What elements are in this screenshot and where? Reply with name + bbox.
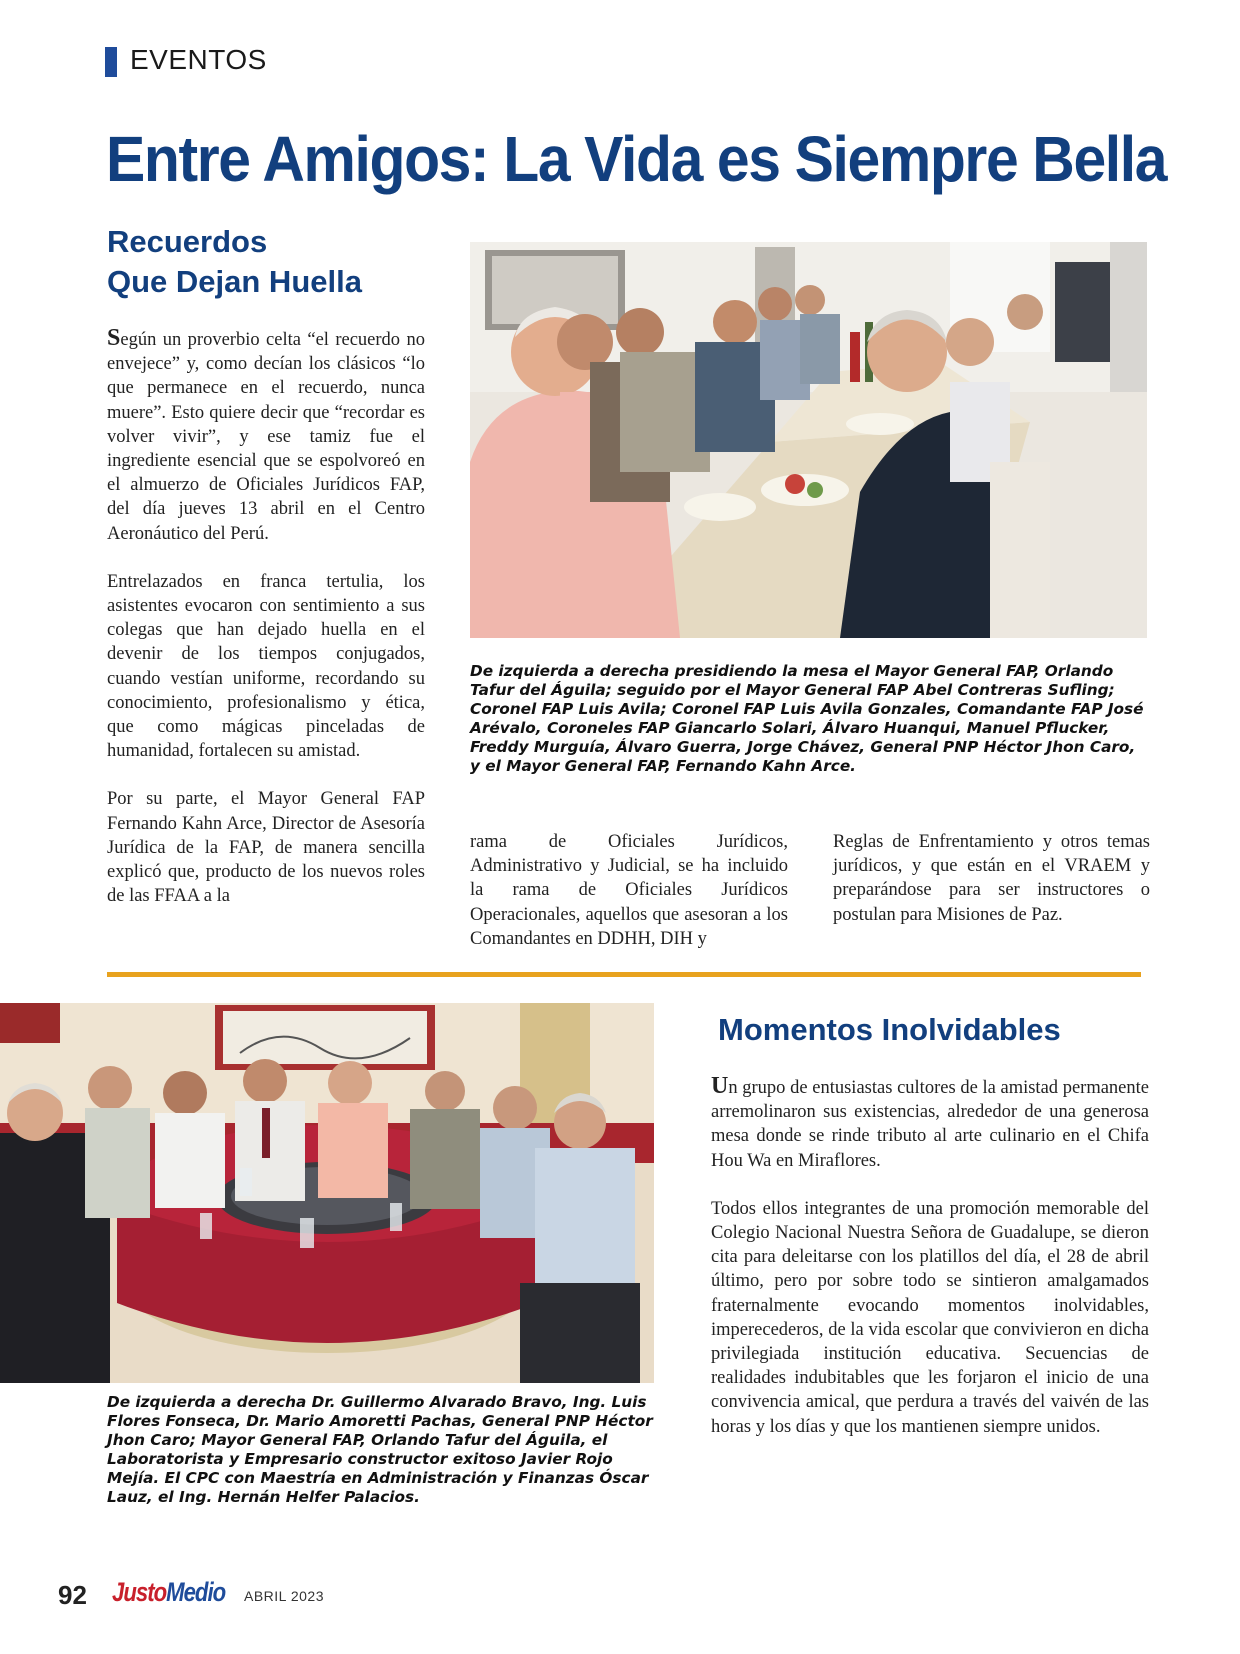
article1-paragraph5: Reglas de Enfrentamiento y otros temas jurídicos, y que están en el VRAEM y preparándose para ser instructores o postulan para Misiones de Paz.: [833, 832, 1150, 925]
article2-dropcap: U: [711, 1073, 729, 1099]
article2-paragraph1-text: n grupo de entusiastas cultores de la amistad permanente arremolinaron sus existencias, alrededor de una generosa mesa donde se rinde tributo al arte culinario en el Chifa Hou Wa en Miraflores.: [711, 1078, 1149, 1171]
article1-paragraph2: Entrelazados en franca tertulia, los asistentes evocaron con sentimiento a sus colegas que han dejado huella en el devenir de los tiempos conjugados, cuando vestían uniforme, recordando su conocimiento, profesionalismo y ética, que como mágicas pinceladas de humanidad, fortalecen su amistad.: [107, 571, 425, 762]
section-divider: [107, 972, 1141, 977]
photo2-caption: De izquierda a derecha Dr. Guillermo Alvarado Bravo, Ing. Luis Flores Fonseca, Dr. Mario Amoretti Pachas, General PNP Héctor Jhon Caro; Mayor General FAP, Orlando Tafur del Águila, el Laboratorista y Empresario constructor exitoso Javier Rojo Mejía. El CPC con Maestría en Administración y Finanzas Óscar Lauz, el Ing. Hernán Helfer Palacios.: [107, 1393, 653, 1506]
article1-subhead: [107, 222, 437, 301]
article1-paragraph1-text: egún un proverbio celta “el recuerdo no envejece” y, como decían los clásicos “lo que permanece en el recuerdo, nunca muere”. Esto quiere decir que “recordar es volver vivir”, y ese tamiz fue el ingrediente esencial que se espolvoreó en el almuerzo de Oficiales Jurídicos FAP, del día jueves 13 abril en el Centro Aeronáutico del Perú.: [107, 330, 425, 544]
article1-dropcap: S: [107, 325, 121, 351]
photo1-caption: De izquierda a derecha presidiendo la mesa el Mayor General FAP, Orlando Tafur del Águila; seguido por el Mayor General FAP Abel Contreras Sufling; Coronel FAP Luis Avila; Coronel FAP Luis Avila Gonzales, Comandante FAP José Arévalo, Coroneles FAP Giancarlo Solari, Álvaro Huanqui, Manuel Pflucker, Freddy Murguía, Álvaro Guerra, Jorge Chávez, General PNP Héctor Jhon Caro, y el Mayor General FAP, Fernando Kahn Arce.: [470, 662, 1144, 775]
photo-banquet-table: [470, 242, 1147, 638]
photo-round-table-illustration: [0, 1003, 654, 1383]
article1-paragraph3: Por su parte, el Mayor General FAP Fernando Kahn Arce, Director de Asesoría Jurídica de la FAP, de manera sencilla explicó que, producto de los nuevos roles de las FFAA a la: [107, 789, 425, 907]
article1-paragraph1: [107, 326, 425, 546]
article1-subhead-line2: Que Dejan Huella: [107, 263, 362, 299]
photo-banquet-illustration: [470, 242, 1147, 638]
logo-part2: Medio: [166, 1577, 226, 1607]
article1-column1: [107, 326, 425, 932]
article2-paragraph1: [711, 1074, 1149, 1173]
article2-paragraph2: Todos ellos integrantes de una promoción memorable del Colegio Nacional Nuestra Señora de Guadalupe, se dieron cita para deleitarse con los platillos del día, el 28 de abril último, pero por sobre todo se sintieron amalgamados fraternalmente evocando momentos inolvidables, imperecederos, de la vida escolar que convivieron en dicha privilegiada institución educativa. Secuencias de realidades indubitables que les forjaron el inicio de una convivencia amical, que perdura a través del vaivén de las horas y los días y que los mantienen siempre unidos.: [711, 1198, 1149, 1437]
magazine-logo: [112, 1577, 225, 1608]
page-title: Entre Amigos: La Vida es Siempre Bella: [106, 123, 1167, 195]
issue-date: ABRIL 2023: [244, 1588, 324, 1604]
article2-subhead: Momentos Inolvidables: [718, 1012, 1061, 1047]
article2-column: [711, 1074, 1149, 1463]
logo-part1: Justo: [112, 1577, 167, 1607]
photo-round-table: [0, 1003, 654, 1383]
page-number: 92: [58, 1580, 87, 1610]
section-label: EVENTOS: [130, 44, 267, 75]
article1-paragraph4: rama de Oficiales Jurídicos, Administrativo y Judicial, se ha incluido la rama de Oficiales Jurídicos Operacionales, aquellos que asesoran a los Comandantes en DDHH, DIH y: [470, 832, 788, 949]
article1-subhead-line1: Recuerdos: [107, 224, 268, 259]
article1-column3: [833, 830, 1150, 951]
article1-column2: [470, 830, 788, 975]
section-marker: [105, 47, 117, 77]
